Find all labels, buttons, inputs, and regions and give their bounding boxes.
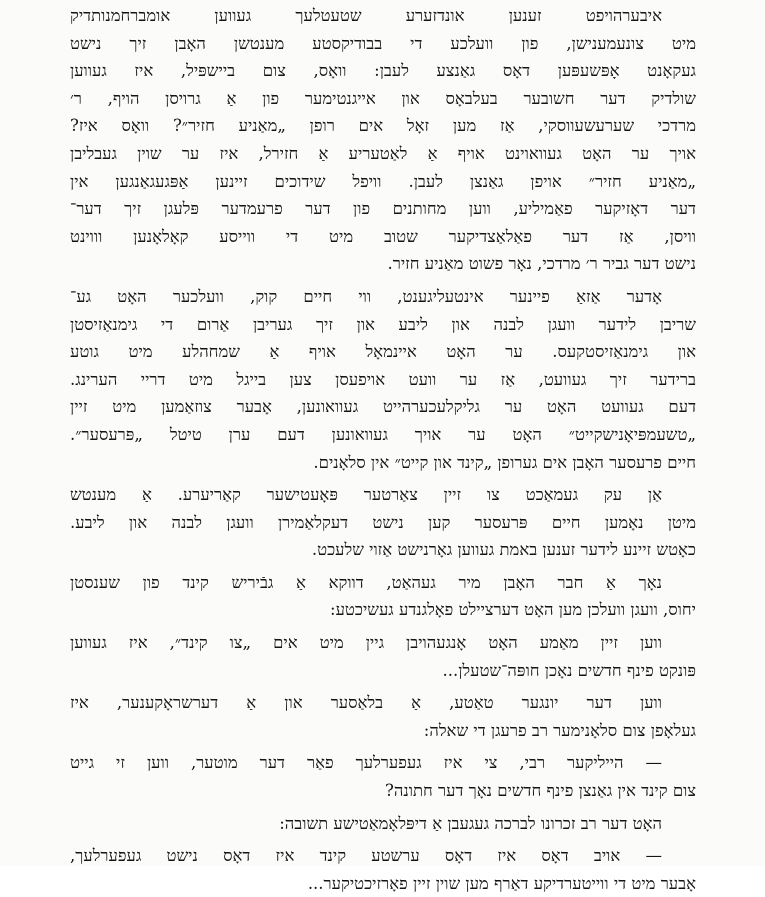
text-line: נאָך אַ חבר האָבן מיר געהאַט, דווקא אַ גבֿיריש קינד פון שענסטן (70, 572, 662, 592)
text-line: „טשעמפּיאָנישקייט״ האָט ער אויך געוואונען דעם ערן טיטל „פּרעסער״. (70, 424, 696, 444)
text-line: און גימנאַזיסטקעס. ער האָט איינמאָל אויף אַ שמחהלע מיט גוטע (70, 342, 696, 362)
text-line: — אויב דאָס איז דאָס ערשטע קינד איז דאָס נישט געפערלעך, (70, 846, 662, 866)
text-line: שריבן לידער וועגן לבנה און ליבע און זיך געריבן אַרום די גימנאַזיסטן (70, 314, 696, 334)
paragraph (70, 810, 696, 838)
text-line: יחוס, וועגן וועלכן מען האָט דערציילט פאָלגנדע געשיכטע: (330, 600, 696, 620)
text-line: אָדער אַזאַ פיינער אינטעליגענט, ווי חיים קוק, וועלכער האָט גע־ (70, 286, 662, 306)
paragraph (70, 629, 696, 684)
text-line: „מאַניע חזיר״ אויפן גאַנצן לעבן. וויפל שידוכים זיינען אַפּגעגאַנגען אין (70, 171, 696, 191)
paragraph (70, 2, 696, 278)
text-line: געלאָפן צום סלאָנימער רב פרעגן די שאלה: (423, 720, 696, 740)
text-line: — הייליקער רבי, צי איז געפערלעך פאַר דער מוטער, ווען זי גייט (70, 753, 662, 773)
paragraph (70, 689, 696, 744)
text-line: געקאָנט אָפּשעפּען דאָס גאַנצע לעבן: וואָס, צום ביישפּיל, איז געווען (70, 61, 696, 81)
paragraph (70, 283, 696, 476)
text-line: אויך ער האָט געוואוינט אויף אַ לאַטעריע אַ חזירל, איז ער שוין געבליבן (70, 143, 696, 163)
text-line: מרדכי שערעשעווסקי, אַז מען זאָל אים רופן „מאַניע חזיר״? וואָס איז? (70, 116, 696, 136)
text-line: וויסן, אַז דער פאַלאַצדיקער שטוב מיט די ווייסע קאָלאָנען וווינט (70, 226, 696, 246)
text-line: אָבער מיט די ווייטערדיקע דאַרף מען שוין זיין פאָרזיכטיקער... (307, 873, 696, 893)
text-line: צום קינד אין גאַנצן פינף חדשים נאָך דער חתונה? (385, 781, 696, 801)
text-line: דער דאָזיקער פאַמיליע, ווען מחותנים פון דער פרעמדער פּלעגן זיך דער־ (70, 199, 696, 219)
text-line: אַן עק געמאַכט צו זיין צאַרטער פּאָעטישער קאַריערע. אַ מענטש (70, 485, 662, 505)
text-line: נישט דער גביר ר׳ מרדכי, נאָר פשוט מאַניע חזיר. (387, 254, 696, 274)
text-line: כאָטש זיינע לידער זענען באמת געווען גאָרנישט אַזוי שלעכט. (311, 540, 696, 560)
text-line: ווען זיין מאַמע האָט אָנגעהויבן גיין מיט אים „צו קינד״, איז געווען (70, 633, 662, 653)
text-line: שולדיק דער חשובער בעלבאָס און אייגנטימער פון אַ גרויסן הויף, ר׳ (70, 88, 696, 108)
text-line: האָט דער רב זכרונו לברכה געגעבן אַ דיפּלאָמאַטישע תשובה: (279, 813, 662, 833)
text-line: ברידער זיך געוועט, אַז ער וועט אויפעסן צען בייגל מיט דריי הערינג. (70, 369, 696, 389)
text-line: מיט צונעמענישן, פון וועלכע די בבודיקסטע מענטשן האָבן זיך נישט (70, 33, 696, 53)
paragraph (70, 569, 696, 624)
text-line: דעם געוועט האָט ער גליקלעכערהייט געוואונען, אָבער צוזאַמען מיט זיין (70, 397, 696, 417)
text-line: איבערהויפט זענען אונדזערע שטעטלעך געווען אומברחמנותדיק (70, 6, 662, 25)
text-line: חיים פרעסער האָבן אים גערופן „קינד און קייט״ אין סלאָנים. (313, 452, 696, 472)
paragraph (70, 749, 696, 804)
text-line: ווען דער יונגער טאַטע, אַ בלאַסער און אַ דערשראָקענער, איז (70, 693, 662, 713)
paragraph (70, 481, 696, 564)
paragraph (70, 842, 696, 897)
text-line: פּונקט פינף חדשים נאָכן חופּה־שטעלן... (442, 660, 696, 680)
text-column (70, 2, 696, 897)
text-line: מיטן נאָמען חיים פּרעסער קען נישט דעקלאַמירן וועגן לבנה און ליבע. (70, 512, 696, 532)
